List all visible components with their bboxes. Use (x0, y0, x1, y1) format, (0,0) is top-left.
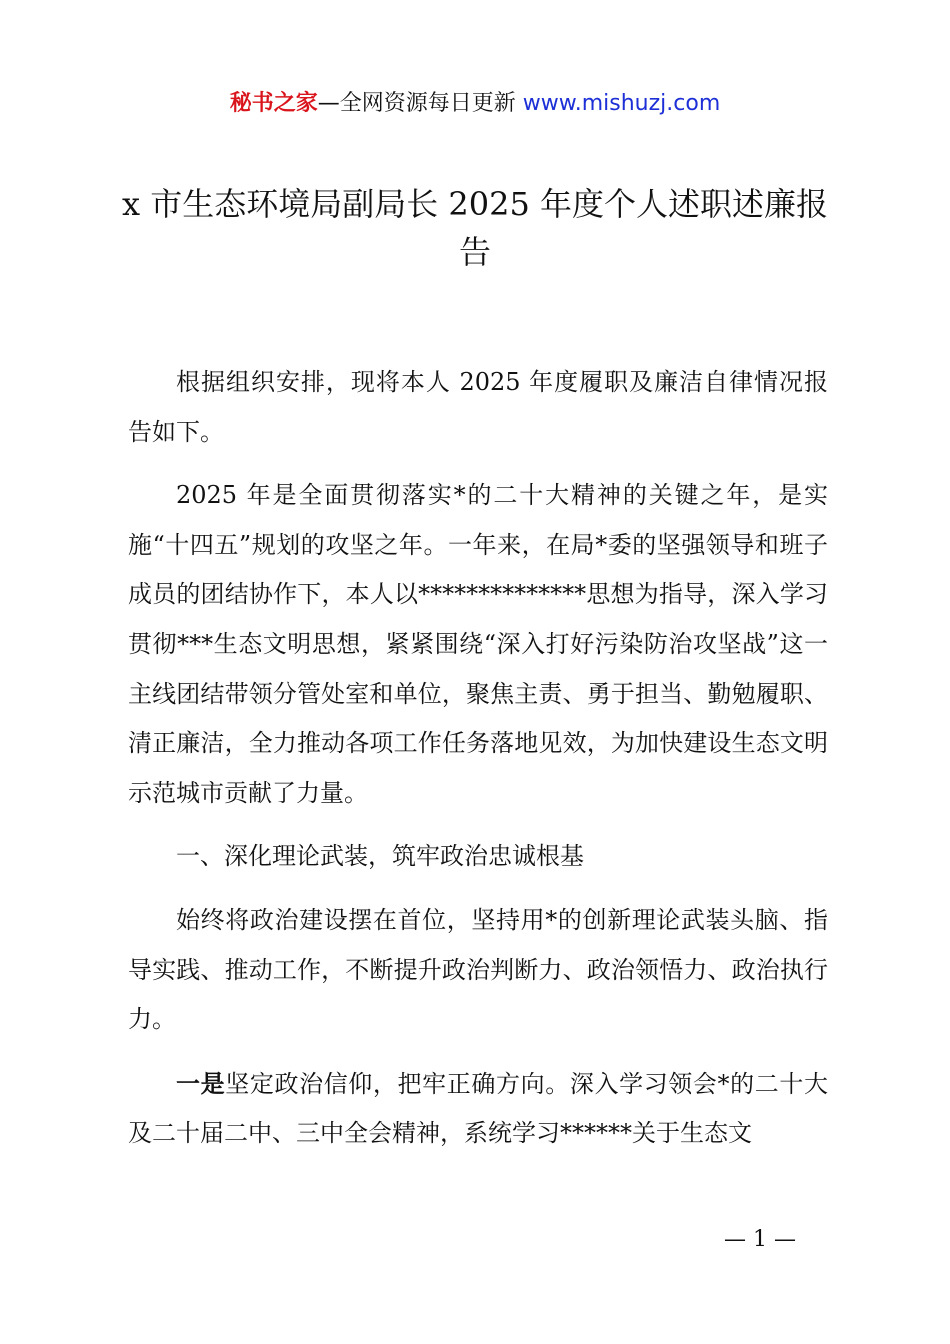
header-slogan: —全网资源每日更新 (317, 91, 523, 116)
point-one-text: 坚定政治信仰，把牢正确方向。深入学习领会*的二十大及二十届二中、三中全会精神，系统学习******关于生态文 (128, 1069, 829, 1148)
section-heading: 一、深化理论武装，筑牢政治忠诚根基 (176, 842, 584, 871)
overview-paragraph: 2025 年是全面贯彻落实*的二十大精神的关键之年，是实施“十四五”规划的攻坚之年。一年来，在局*委的坚强领导和班子成员的团结协作下，本人以**************思想为指导，深入学习贯彻***生态文明思想，紧紧围绕“深入打好污染防治攻坚战”这一主线团结带领分管处室和单位，聚焦主责、勇于担当、勤勉履职、清正廉洁，全力推动各项工作任务落地见效，为加快建设生态文明示范城市贡献了力量。 (128, 481, 828, 807)
brand-name: 秘书之家 (229, 91, 318, 116)
document-title: x 市生态环境局副局长 2025 年度个人述职述廉报告 (121, 185, 828, 271)
section-intro-paragraph: 始终将政治建设摆在首位，坚持用*的创新理论武装头脑、指导实践、推动工作，不断提升政治判断力、政治领悟力、政治执行力。 (128, 905, 828, 1034)
site-header (0, 88, 950, 120)
intro-paragraph: 根据组织安排，现将本人 2025 年度履职及廉洁自律情况报告如下。 (128, 368, 828, 446)
document-body (128, 358, 828, 1173)
point-one-paragraph (128, 1059, 828, 1159)
page-number: — 1 — (724, 1227, 796, 1252)
site-url-link[interactable]: www.mishuzj.com (522, 91, 721, 116)
point-one-lead: 一是 (176, 1068, 226, 1098)
